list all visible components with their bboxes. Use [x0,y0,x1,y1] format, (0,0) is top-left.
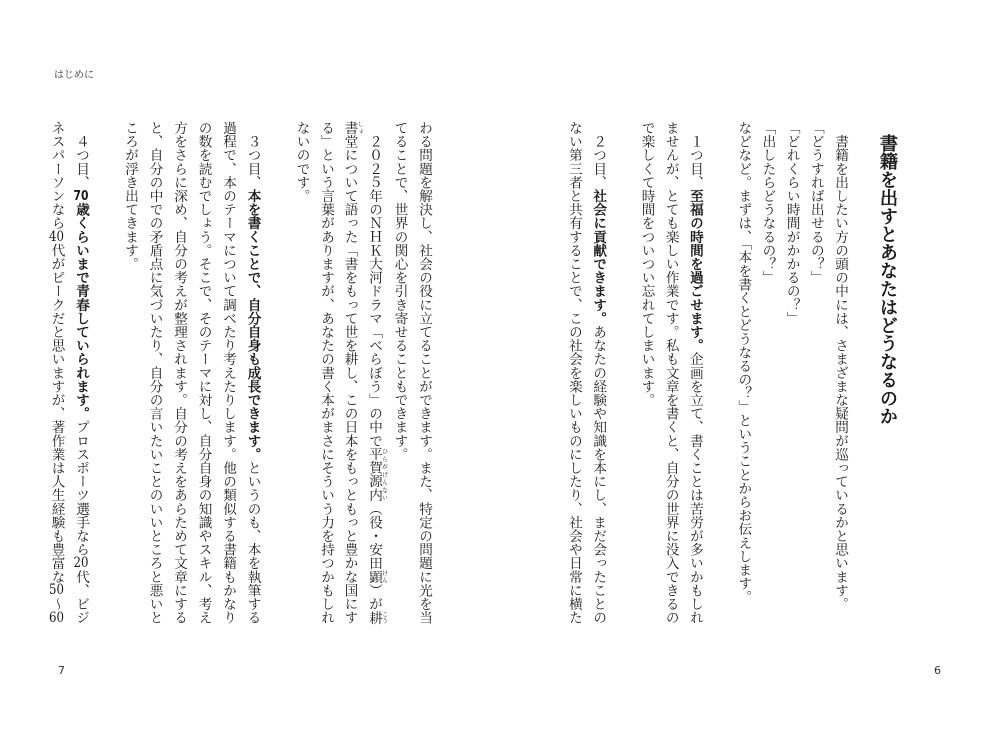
page-number-left: 7 [58,664,65,677]
text-column [118,121,143,631]
page-number-right: 6 [934,664,941,677]
text-column [804,121,828,631]
text-column [240,121,265,631]
bold-text: 本を書くことで、自分自身も成長できます。 [244,189,261,461]
ruby-text [341,121,363,135]
furigana: ひらがげんない [380,447,388,502]
text-segment: 50 [49,583,64,597]
blank-column [707,121,731,631]
text-column [44,121,69,631]
text-segment: ない第三者と共有することで、この社会を楽しいものにしたり、社会や日常に横た [565,121,582,625]
text-column [142,121,167,631]
text-segment: ないのです。 [293,121,310,203]
text-segment: 代、ビジ [73,569,89,625]
text-segment: などなど。まずは、「本を書くとどうなるの？」ということからお伝えします。 [735,121,752,604]
text-column [69,121,94,631]
bold-text: 歳くらいまで青春していられます。 [73,202,89,421]
text-segment: あなたの経験や知識を本にし、まだ会ったことの [590,325,607,625]
text-segment: 「どれくらい時間がかかるの？」 [783,121,800,325]
text-segment: ４つ目、 [73,121,89,189]
ruby-text [366,447,388,502]
text-segment: 60 [49,610,64,625]
text-column [586,121,610,631]
text-segment: 「どうすれば出せるの？」 [807,121,824,285]
text-segment: と、自分の中での矛盾点に気づいたり、自分の言いたいことのいいところと悪いと [146,121,163,625]
ruby-base: 顕 [366,569,382,584]
right-page-body [562,121,852,631]
text-column [191,121,216,631]
ruby-text [366,610,388,625]
bold-text: 70 [73,189,89,203]
text-column [167,121,192,631]
text-segment: 企画を立て、書くことは苦労が多いかもしれ [686,352,703,625]
text-segment: る」という言葉がありますが、あなたの書く本がまさにそういう力を持つかもしれ [318,121,334,625]
text-segment: ネスパーソンなら [48,121,65,230]
text-segment: ３つ目、 [244,121,261,189]
text-segment: わる問題を解決し、社会の役に立てることができます。また、特定の問題に光を当 [416,121,432,625]
text-segment: プロスポーツ選手なら [73,420,89,557]
text-column [289,121,314,631]
section-heading: 書籍を出すとあなたはどうなるのか [877,134,898,426]
text-segment: 〜 [48,597,65,611]
text-segment: の数を読むでしょう。そこで、そのテーマに対し、自分自身の知識やスキル、考え [195,121,212,625]
ruby-base: 平賀源内 [366,447,382,502]
text-segment: 代がピークだと思いますが、著作業は人生経験も豊富な [48,243,65,584]
blank-column [93,121,118,631]
running-head: はじめに [54,70,94,81]
text-column [634,121,658,631]
bold-text: 社会に貢献できます。 [590,189,607,325]
furigana: こう [380,610,388,625]
text-column [562,121,586,631]
text-segment: （役・安田 [366,501,382,570]
text-column [755,121,779,631]
text-column [659,121,683,631]
text-column [779,121,803,631]
text-column [216,121,241,631]
text-column [683,121,707,631]
text-column [828,121,852,631]
text-segment: ）が [366,583,382,611]
text-segment: 堂について語った「書をもって世を耕し、この日本をもっともっと豊かな国にす [341,134,358,625]
text-segment: 40 [49,229,64,244]
ruby-text [366,569,388,584]
text-segment: １つ目、 [686,121,703,189]
text-column [363,121,388,631]
text-segment: 「出したらどうなるの？」 [759,121,776,285]
bold-text: 至福の時間を過ごせます。 [686,189,703,353]
ruby-base: 耕 [366,610,382,625]
text-segment: てることで、世界の関心を引き寄せることもできます。 [391,121,408,461]
ruby-base: 書 [341,121,358,135]
text-column [314,121,339,631]
furigana: しょ [356,121,363,135]
text-column [412,121,437,631]
blank-column [265,121,290,631]
text-segment: 過程で、本のテーマについて調べたり考えたりします。他の類似する書籍もかなり [220,121,236,625]
text-column [387,121,412,631]
blank-column [610,121,634,631]
text-segment: ２０２５年のＮＨＫ大河ドラマ「べらぼう」の中で [366,121,382,448]
furigana: けん [380,569,388,584]
text-segment: ませんが、とても楽しい作業です。私も文章を書くと、自分の世界に没入できるの [662,121,679,625]
text-segment: というのも、本を執筆する [244,461,261,625]
text-segment: 20 [73,556,89,570]
text-segment: で楽しくて時間をついつい忘れてしまいます。 [638,121,655,407]
left-page-body [44,121,436,631]
text-segment: ２つ目、 [590,121,607,189]
text-segment: ころが浮き出てきます。 [122,121,138,271]
text-column [338,121,363,631]
text-segment: 書籍を出したい方の頭の中には、さまざまな疑問が巡っているかと思います。 [832,121,848,611]
text-segment: 方をさらに深め、自分の考えが整理されます。自分の考えをあらためて文章にする [171,121,187,625]
text-column [731,121,755,631]
